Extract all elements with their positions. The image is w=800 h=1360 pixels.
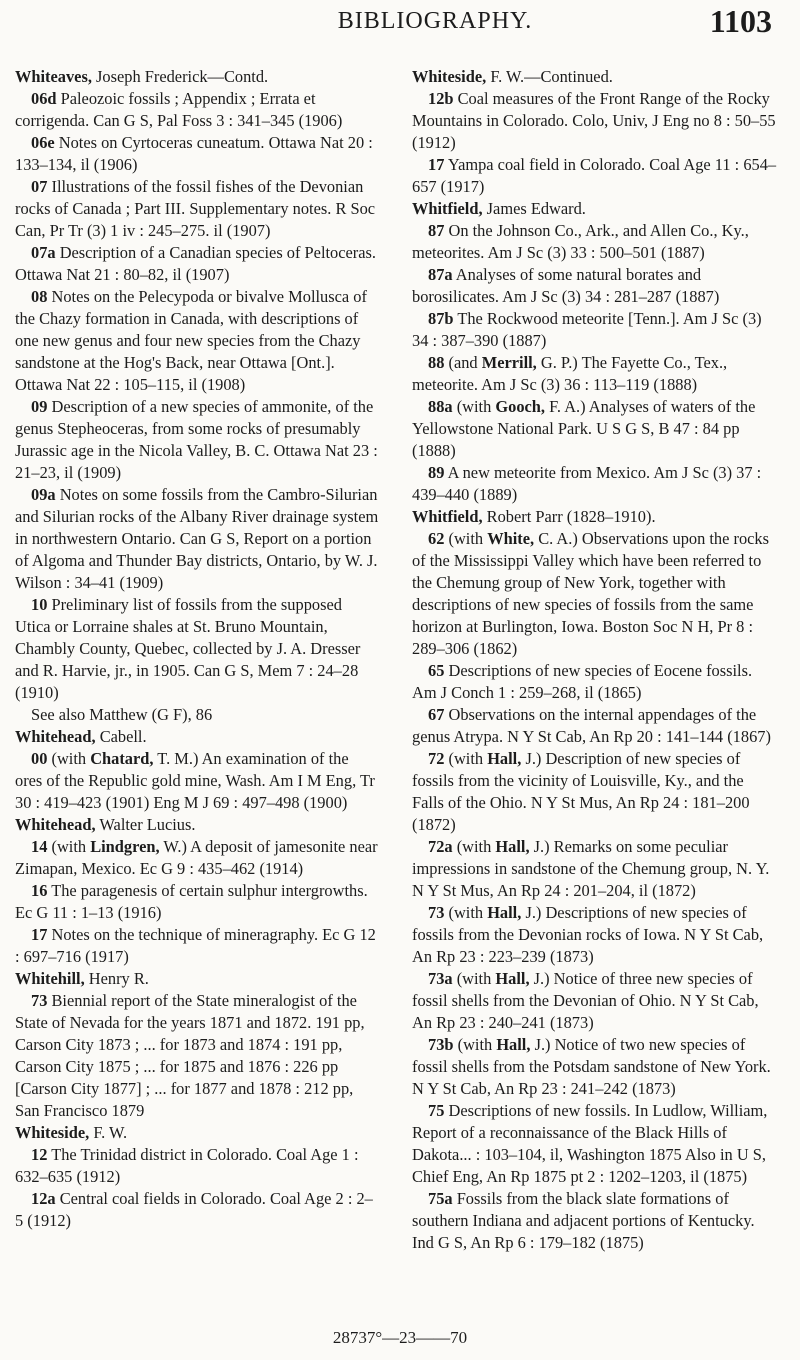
coauthor-name: Hall,: [495, 837, 530, 856]
entry-text: The paragenesis of certain sulphur intergrowths. Ec G 11 : 1–13 (1916): [15, 881, 368, 922]
publication-entry: [15, 704, 380, 726]
entry-text: J.) Notice of three new species of fossil shells from the Devonian of Ohio. N Y St Cab, An Rp 23 : 240–241 (1873): [412, 969, 759, 1032]
coauthor-prefix: (with: [453, 1035, 497, 1054]
coauthor-name: Merrill,: [481, 353, 537, 372]
publication-entry: [412, 308, 777, 352]
entry-text: See also Matthew (G F), 86: [31, 705, 213, 724]
entry-text: Notes on the Pelecypoda or bivalve Mollusca of the Chazy formation in Canada, with descriptions of one new genus and four new species from the Chazy sandstone at the Hog's Back, near Ottawa [Ont.]. Ottawa Nat 22 : 105–115, il (1908): [15, 287, 367, 394]
entry-text: Paleozoic fossils ; Appendix ; Errata et corrigenda. Can G S, Pal Foss 3 : 341–345 (1906): [15, 89, 343, 130]
entry-number: 09a: [31, 485, 56, 504]
author-heading: [15, 814, 380, 836]
coauthor-prefix: (with: [452, 969, 496, 988]
entry-text: Illustrations of the fossil fishes of the Devonian rocks of Canada ; Part III. Supplementary notes. R Soc Can, Pr Tr (3) 1 iv : 245–275. il (1907): [15, 177, 376, 240]
entry-text: Fossils from the black slate formations of southern Indiana and adjacent portions of Kentucky. Ind G S, An Rp 6 : 179–182 (1875): [412, 1189, 755, 1252]
author-name: Whitfield,: [412, 199, 483, 218]
publication-entry: [15, 176, 380, 242]
entry-number: 06e: [31, 133, 55, 152]
publication-entry: [412, 462, 777, 506]
author-details: Walter Lucius.: [95, 815, 196, 834]
author-heading: [15, 968, 380, 990]
coauthor-prefix: (with: [47, 749, 91, 768]
author-heading: [15, 1122, 380, 1144]
author-name: Whitehead,: [15, 815, 96, 834]
coauthor-name: Hall,: [487, 903, 522, 922]
entry-number: 88a: [428, 397, 453, 416]
entry-number: 87a: [428, 265, 453, 284]
publication-entry: [412, 396, 777, 462]
coauthor-prefix: (with: [452, 837, 496, 856]
entry-number: 73: [428, 903, 445, 922]
coauthor-name: Chatard,: [90, 749, 154, 768]
entry-text: G. P.) The Fayette Co., Tex., meteorite. Am J Sc (3) 36 : 113–119 (1888): [412, 353, 728, 394]
author-details: Henry R.: [84, 969, 149, 988]
coauthor-prefix: (with: [47, 837, 91, 856]
entry-number: 17: [31, 925, 48, 944]
author-name: Whiteaves,: [15, 67, 92, 86]
entry-text: The Rockwood meteorite [Tenn.]. Am J Sc (3) 34 : 387–390 (1887): [412, 309, 762, 350]
entry-text: J.) Description of new species of fossils from the vicinity of Louisville, Ky., and the Falls of the Ohio. N Y St Mus, An Rp 24 : 181–200 (1872): [412, 749, 750, 834]
author-details: F. W.: [89, 1123, 128, 1142]
printer-signature: 28737°—23——70: [332, 1328, 468, 1347]
entry-text: Preliminary list of fossils from the supposed Utica or Lorraine shales at St. Bruno Mountain, Chambly County, Quebec, collected by J. A. Dresser and R. Harvie, jr., in 1905. Can G S, Mem 7 : 24–28 (1910): [15, 595, 361, 702]
author-name: Whitehead,: [15, 727, 96, 746]
publication-entry: [15, 132, 380, 176]
entry-text: J.) Remarks on some peculiar impressions in sandstone of the Chemung group, N. Y. N Y St Mus, An Rp 24 : 201–204, il (1872): [412, 837, 770, 900]
publication-entry: [412, 704, 777, 748]
author-details: F. W.—Continued.: [486, 67, 613, 86]
publication-entry: [15, 88, 380, 132]
entry-number: 72a: [428, 837, 453, 856]
entry-text: Observations on the internal appendages of the genus Atrypa. N Y St Cab, An Rp 20 : 141–144 (1867): [412, 705, 771, 746]
publication-entry: [412, 88, 777, 154]
publication-entry: [412, 264, 777, 308]
entry-number: 08: [31, 287, 48, 306]
author-name: Whitfield,: [412, 507, 483, 526]
entry-number: 14: [31, 837, 48, 856]
entry-text: Description of a Canadian species of Peltoceras. Ottawa Nat 21 : 80–82, il (1907): [15, 243, 377, 284]
author-heading: [412, 506, 777, 528]
entry-number: 16: [31, 881, 48, 900]
publication-entry: [15, 396, 380, 484]
entry-number: 00: [31, 749, 48, 768]
author-heading: [412, 198, 777, 220]
entry-text: A new meteorite from Mexico. Am J Sc (3) 37 : 439–440 (1889): [412, 463, 762, 504]
entry-number: 65: [428, 661, 445, 680]
entry-number: 73a: [428, 969, 453, 988]
author-heading: [15, 66, 380, 88]
entry-text: J.) Notice of two new species of fossil shells from the Potsdam sandstone of New York. N Y St Cab, An Rp 23 : 241–242 (1873): [412, 1035, 771, 1098]
entry-text: W.) A deposit of jamesonite near Zimapan, Mexico. Ec G 9 : 435–462 (1914): [15, 837, 378, 878]
entry-number: 17: [428, 155, 445, 174]
coauthor-name: Hall,: [487, 749, 522, 768]
page-header: [0, 0, 800, 60]
publication-entry: [412, 836, 777, 902]
entry-number: 67: [428, 705, 445, 724]
author-details: James Edward.: [482, 199, 586, 218]
publication-entry: [412, 1188, 777, 1254]
entry-number: 88: [428, 353, 445, 372]
publication-entry: [412, 220, 777, 264]
publication-entry: [412, 660, 777, 704]
coauthor-prefix: (with: [452, 397, 496, 416]
publication-entry: [15, 484, 380, 594]
coauthor-prefix: (with: [444, 903, 488, 922]
entry-text: Descriptions of new species of Eocene fossils. Am J Conch 1 : 259–268, il (1865): [412, 661, 753, 702]
publication-entry: [412, 352, 777, 396]
page-number: 1103: [709, 3, 772, 39]
entry-number: 75: [428, 1101, 445, 1120]
entry-number: 73: [31, 991, 48, 1010]
publication-entry: [412, 154, 777, 198]
coauthor-name: Hall,: [495, 969, 530, 988]
entry-number: 87b: [428, 309, 454, 328]
entry-number: 75a: [428, 1189, 453, 1208]
entry-number: 73b: [428, 1035, 454, 1054]
entry-number: 06d: [31, 89, 57, 108]
right-column: [412, 66, 777, 1254]
entry-text: Notes on some fossils from the Cambro-Silurian and Silurian rocks of the Albany River drainage system in northwestern Ontario. Can G S, Report on a portion of Algoma and Thunder Bay districts, Ontario, by W. J. Wilson : 34–41 (1909): [15, 485, 379, 592]
entry-number: 87: [428, 221, 445, 240]
publication-entry: [412, 528, 777, 660]
entry-number: 62: [428, 529, 445, 548]
entry-text: Descriptions of new fossils. In Ludlow, William, Report of a reconnaissance of the Black Hills of Dakota... : 103–104, il, Washington 1875 Also in U S, Chief Eng, An Rp 1875 pt 2 : 1202–1203, il (1875): [412, 1101, 768, 1186]
publication-entry: [15, 836, 380, 880]
entry-number: 12b: [428, 89, 454, 108]
publication-entry: [15, 242, 380, 286]
author-details: Joseph Frederick—Contd.: [91, 67, 269, 86]
entry-text: Central coal fields in Colorado. Coal Age 2 : 2–5 (1912): [15, 1189, 373, 1230]
publication-entry: [412, 748, 777, 836]
entry-text: The Trinidad district in Colorado. Coal Age 1 : 632–635 (1912): [15, 1145, 359, 1186]
entry-number: 12: [31, 1145, 48, 1164]
entry-text: J.) Descriptions of new species of fossils from the Devonian rocks of Iowa. N Y St Cab, An Rp 23 : 223–239 (1873): [412, 903, 764, 966]
coauthor-prefix: (and: [444, 353, 482, 372]
entry-text: Notes on the technique of mineragraphy. Ec G 12 : 697–716 (1917): [15, 925, 376, 966]
publication-entry: [15, 748, 380, 814]
author-details: Cabell.: [95, 727, 147, 746]
publication-entry: [412, 1100, 777, 1188]
publication-entry: [15, 924, 380, 968]
publication-entry: [15, 880, 380, 924]
entry-text: Coal measures of the Front Range of the Rocky Mountains in Colorado. Colo, Univ, J Eng no 8 : 50–55 (1912): [412, 89, 776, 152]
entry-number: 89: [428, 463, 445, 482]
entry-text: Analyses of some natural borates and borosilicates. Am J Sc (3) 34 : 281–287 (1887): [412, 265, 720, 306]
entry-text: Description of a new species of ammonite, of the genus Stepheoceras, from some rocks of presumably Jurassic age in the Nicola Valley, B. C. Ottawa Nat 23 : 21–23, il (1909): [15, 397, 378, 482]
entry-text: T. M.) An examination of the ores of the Republic gold mine, Wash. Am I M Eng, Tr 30 : 419–423 (1901) Eng M J 69 : 497–498 (1900): [15, 749, 375, 812]
publication-entry: [412, 902, 777, 968]
publication-entry: [15, 286, 380, 396]
running-title: BIBLIOGRAPHY.: [337, 8, 533, 34]
publication-entry: [15, 1188, 380, 1232]
coauthor-name: Gooch,: [495, 397, 546, 416]
author-heading: [412, 66, 777, 88]
entry-text: Yampa coal field in Colorado. Coal Age 11 : 654–657 (1917): [412, 155, 777, 196]
coauthor-name: White,: [487, 529, 535, 548]
entry-text: C. A.) Observations upon the rocks of the Mississippi Valley which have been referred to the Chemung group of New York, together with descriptions of new species of fossils from the same horizon at Burlington, Iowa. Boston Soc N H, Pr 8 : 289–306 (1862): [412, 529, 769, 658]
author-name: Whiteside,: [15, 1123, 90, 1142]
author-name: Whiteside,: [412, 67, 487, 86]
entry-number: 07: [31, 177, 48, 196]
entry-number: 07a: [31, 243, 56, 262]
entry-text: F. A.) Analyses of waters of the Yellowstone National Park. U S G S, B 47 : 84 pp (1888): [412, 397, 756, 460]
coauthor-prefix: (with: [444, 749, 488, 768]
coauthor-prefix: (with: [444, 529, 488, 548]
entry-number: 10: [31, 595, 48, 614]
entry-text: Notes on Cyrtoceras cuneatum. Ottawa Nat 20 : 133–134, il (1906): [15, 133, 373, 174]
entry-number: 09: [31, 397, 48, 416]
author-details: Robert Parr (1828–1910).: [482, 507, 656, 526]
coauthor-name: Hall,: [496, 1035, 531, 1054]
author-heading: [15, 726, 380, 748]
publication-entry: [412, 1034, 777, 1100]
entry-text: Biennial report of the State mineralogist of the State of Nevada for the years 1871 and 1872. 191 pp, Carson City 1873 ; ... for 1873 and 1874 : 191 pp, Carson City 1875 ; ... for 1875 and 1876 : 226 pp [Carson City 1877] ; ... for 1877 and 1878 : 212 pp, San Francisco 1879: [15, 991, 365, 1120]
coauthor-name: Lindgren,: [90, 837, 160, 856]
publication-entry: [15, 990, 380, 1122]
entry-text: On the Johnson Co., Ark., and Allen Co., Ky., meteorites. Am J Sc (3) 33 : 500–501 (1887): [412, 221, 749, 262]
publication-entry: [412, 968, 777, 1034]
entry-number: 72: [428, 749, 445, 768]
publication-entry: [15, 594, 380, 704]
publication-entry: [15, 1144, 380, 1188]
author-name: Whitehill,: [15, 969, 85, 988]
left-column: [15, 66, 380, 1232]
entry-number: 12a: [31, 1189, 56, 1208]
